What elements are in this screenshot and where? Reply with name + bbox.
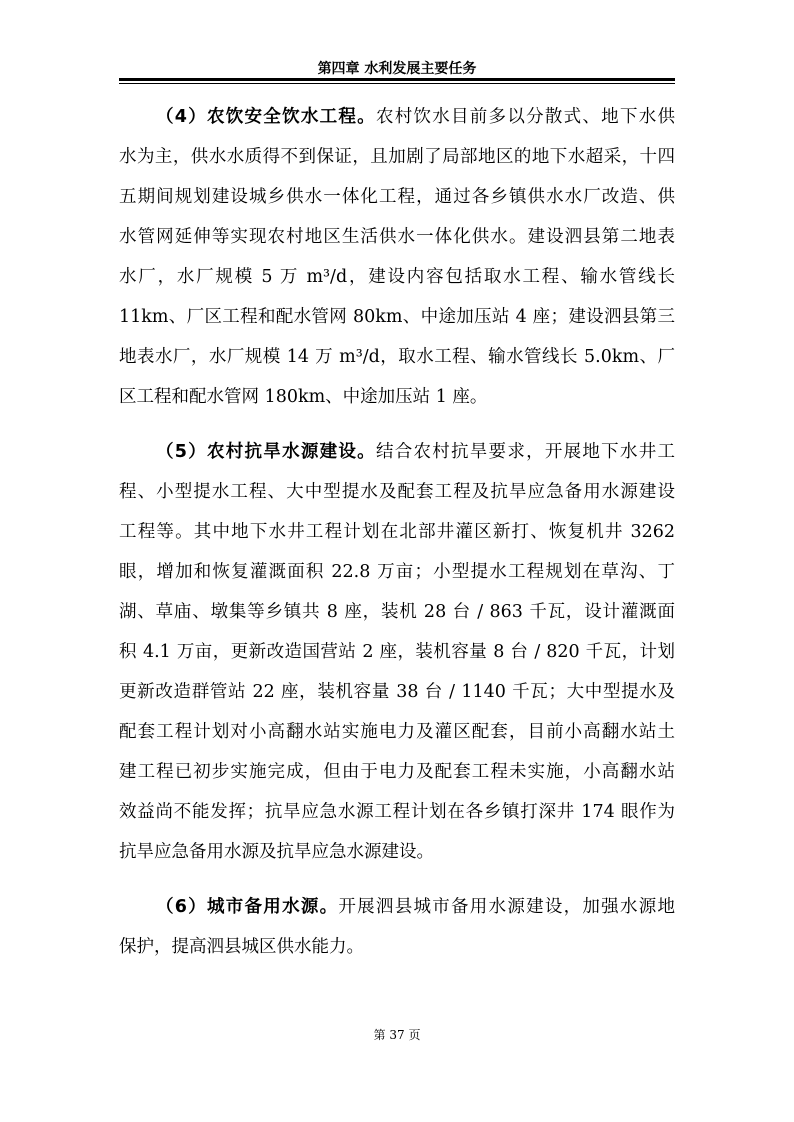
paragraph-line: 效益尚不能发挥；抗旱应急水源工程计划在各乡镇打深井 174 眼作为 <box>119 802 675 822</box>
paragraph-line: 配套工程计划对小高翻水站实施电力及灌区配套，目前小高翻水站土 <box>119 722 675 742</box>
paragraph-line: 湖、草庙、墩集等乡镇共 8 座，装机 28 台 / 863 千瓦，设计灌溉面 <box>119 602 675 622</box>
paragraph-line: 保护，提高泗县城区供水能力。 <box>119 937 364 957</box>
paragraph-line: 区工程和配水管网 180km、中途加压站 1 座。 <box>119 387 488 407</box>
paragraph-line <box>156 438 675 466</box>
paragraph-line: 工程等。其中地下水井工程计划在北部井灌区新打、恢复机井 3262 <box>119 522 675 542</box>
paragraph-line: 抗旱应急备用水源及抗旱应急水源建设。 <box>119 842 434 862</box>
paragraph-line <box>156 103 675 131</box>
line-text: 开展泗县城市备用水源建设，加强水源地 <box>338 897 675 917</box>
chapter-title: 第四章 水利发展主要任务 <box>317 61 477 77</box>
paragraph-line: 地表水厂，水厂规模 14 万 m³/d，取水工程、输水管线长 5.0km、厂 <box>119 347 675 367</box>
section-heading: （4）农饮安全饮水工程。 <box>156 107 376 127</box>
paragraph-line: 眼，增加和恢复灌溉面积 22.8 万亩；小型提水工程规划在草沟、丁 <box>119 562 675 582</box>
paragraph-line: 水厂，水厂规模 5 万 m³/d，建设内容包括取水工程、输水管线长 <box>119 267 675 287</box>
paragraph-line: 水管网延伸等实现农村地区生活供水一体化供水。建设泗县第二地表 <box>119 227 675 247</box>
paragraph-line: 更新改造群管站 22 座，装机容量 38 台 / 1140 千瓦；大中型提水及 <box>119 682 675 702</box>
section-heading: （5）农村抗旱水源建设。 <box>156 442 376 462</box>
paragraph-line: 水为主，供水水质得不到保证，且加剧了局部地区的地下水超采，十四 <box>119 147 675 167</box>
line-text: 农村饮水目前多以分散式、地下水供 <box>375 107 675 127</box>
line-text: 结合农村抗旱要求，开展地下水井工 <box>375 442 675 462</box>
header-rule-thin <box>119 83 675 84</box>
section-heading: （6）城市备用水源。 <box>156 897 339 917</box>
paragraph-line: 五期间规划建设城乡供水一体化工程，通过各乡镇供水水厂改造、供 <box>119 187 675 207</box>
paragraph-line: 建工程已初步实施完成，但由于电力及配套工程未实施，小高翻水站 <box>119 762 675 782</box>
page-number: 第 37 页 <box>373 1028 421 1042</box>
paragraph-line: 积 4.1 万亩，更新改造国营站 2 座，装机容量 8 台 / 820 千瓦，计划 <box>119 642 675 662</box>
paragraph-line: 程、小型提水工程、大中型提水及配套工程及抗旱应急备用水源建设 <box>119 482 675 502</box>
paragraph-line: 11km、厂区工程和配水管网 80km、中途加压站 4 座；建设泗县第三 <box>119 307 675 327</box>
paragraph-line <box>156 893 675 921</box>
header-rule-thick <box>119 78 675 81</box>
